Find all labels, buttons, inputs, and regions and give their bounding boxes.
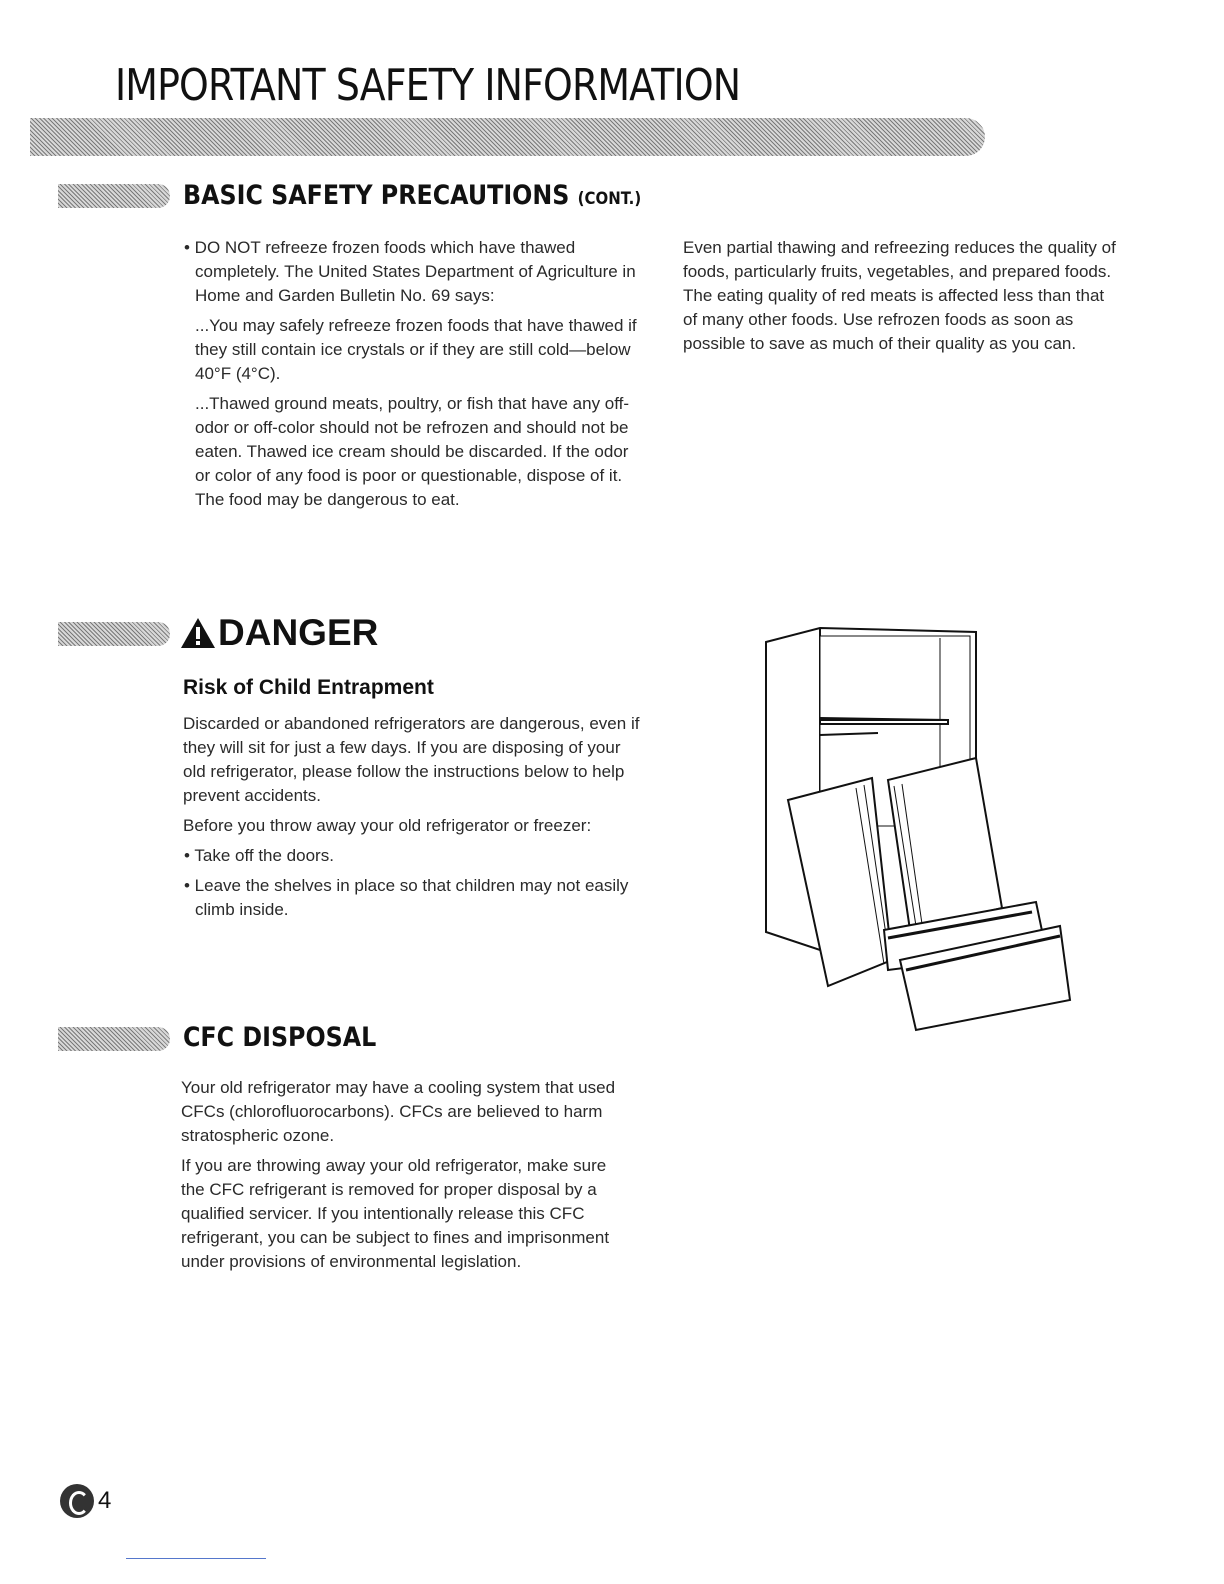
danger-subheading: Risk of Child Entrapment <box>183 676 434 699</box>
footer-rule <box>126 1558 266 1559</box>
cfc-p2: If you are throwing away your old refrigerator, make sure the CFC refrigerant is removed for proper disposal by a qualified servicer. If you intentionally release this CFC refrigerant, you can be subject to fines and imprisonment under provisions of environmental legislation. <box>181 1156 610 1271</box>
danger-bullet-2: • Leave the shelves in place so that children may not easily climb inside. <box>184 876 629 919</box>
section-heading-basic-text: BASIC SAFETY PRECAUTIONS <box>183 180 570 211</box>
basic-quote-2: ...Thawed ground meats, poultry, or fish that have any off-odor or off-color should not be refrozen and should not be eaten. Thawed ice cream should be discarded. If the odor or color of any food is poor or questionable, dispose of it. The food may be dangerous to eat. <box>195 394 630 509</box>
danger-p1: Discarded or abandoned refrigerators are dangerous, even if they will sit for just a few days. If you are disposing of your old refrigerator, please follow the instructions below to help prevent accidents. <box>183 714 640 805</box>
page-title: IMPORTANT SAFETY INFORMATION <box>115 60 741 111</box>
basic-left-column <box>183 236 643 518</box>
lg-logo-icon <box>60 1484 94 1518</box>
page-footer <box>60 1484 111 1518</box>
section-marker <box>58 1027 170 1051</box>
basic-right-text: Even partial thawing and refreezing reduces the quality of foods, particularly fruits, vegetables, and prepared foods. The eating quality of red meats is affected less than that of many other foods. Use refrozen foods as soon as possible to save as much of their quality as you can. <box>683 238 1116 353</box>
page-number: 4 <box>98 1487 112 1514</box>
section-marker <box>58 622 170 646</box>
refrigerator-illustration <box>760 620 1080 1040</box>
danger-bullet-1: • Take off the doors. <box>184 846 334 865</box>
section-heading-basic <box>183 180 641 211</box>
warning-triangle-icon <box>180 617 216 649</box>
section-heading-cfc: CFC DISPOSAL <box>183 1022 377 1053</box>
danger-p2: Before you throw away your old refrigerator or freezer: <box>183 816 592 835</box>
basic-quote-1: ...You may safely refreeze frozen foods that have thawed if they still contain ice crystals or if they are still cold—below 40°F (4°C). <box>195 316 637 383</box>
cfc-text <box>181 1076 631 1280</box>
section-marker <box>58 184 170 208</box>
section-heading-basic-suffix: (CONT.) <box>577 189 642 209</box>
basic-right-column <box>683 236 1123 362</box>
danger-text <box>183 712 643 928</box>
danger-heading <box>180 612 378 654</box>
title-bar <box>30 118 985 156</box>
danger-label: DANGER <box>218 612 379 653</box>
cfc-p1: Your old refrigerator may have a cooling system that used CFCs (chlorofluorocarbons). CFCs are believed to harm stratospheric ozone. <box>181 1078 616 1145</box>
basic-bullet: • DO NOT refreeze frozen foods which have thawed completely. The United States Department of Agriculture in Home and Garden Bulletin No. 69 says: <box>184 238 636 305</box>
